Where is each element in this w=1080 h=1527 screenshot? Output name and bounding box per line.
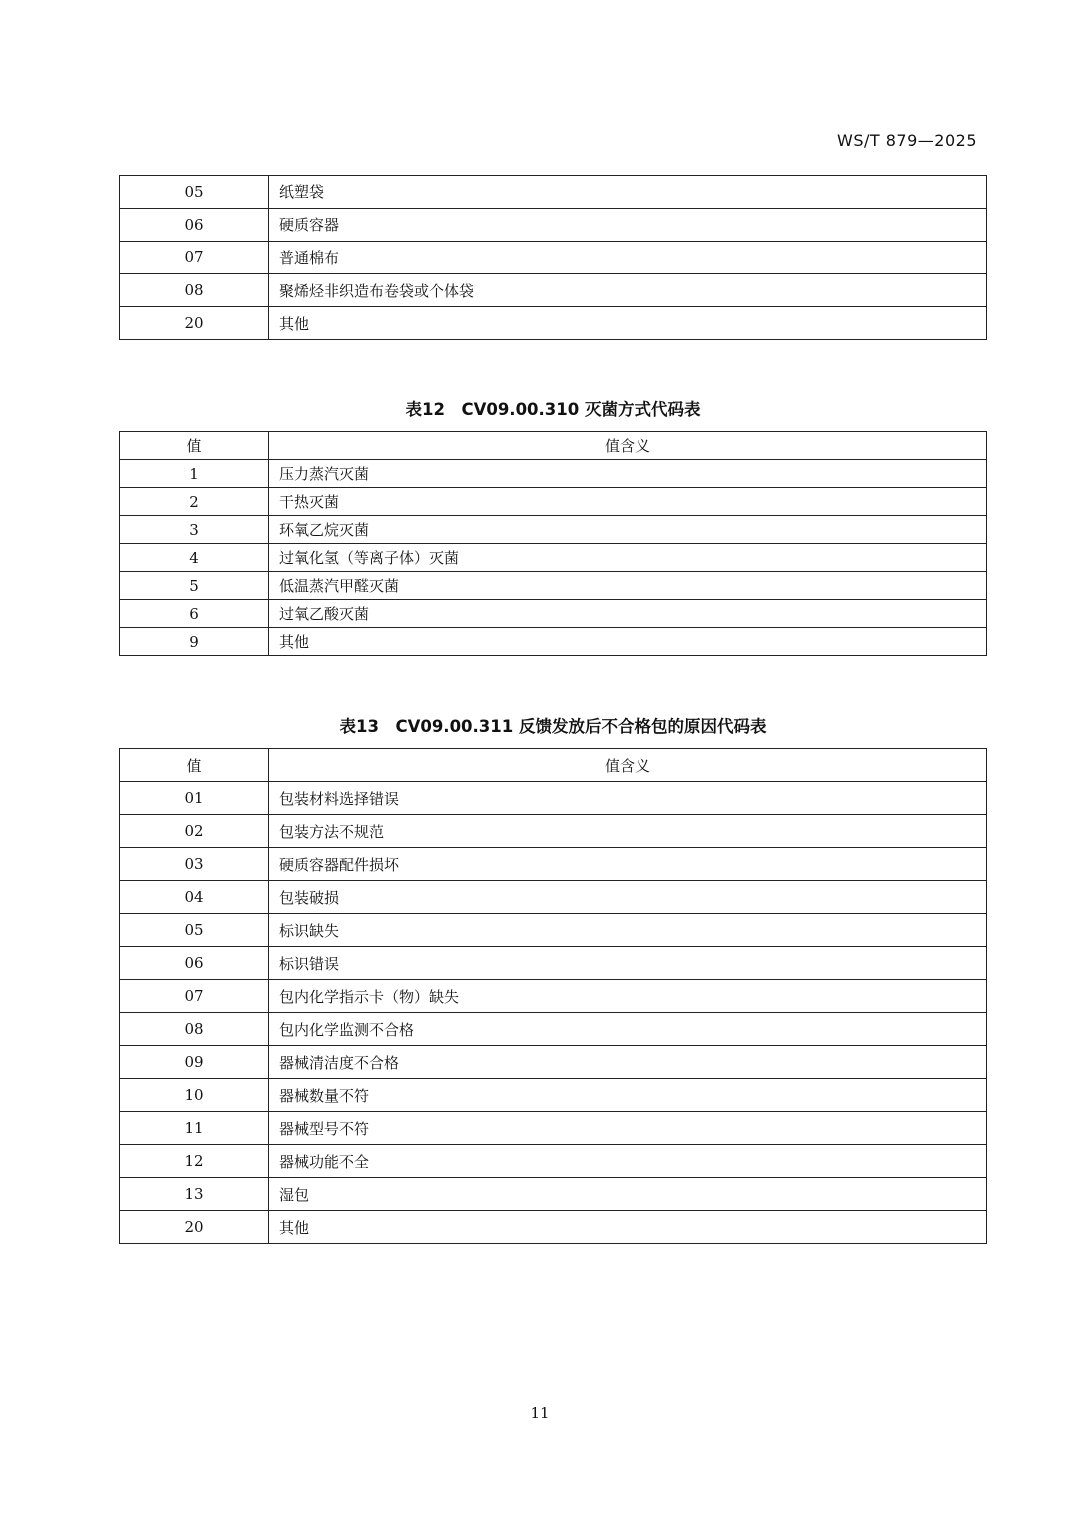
code-value-cell: 05: [120, 914, 269, 947]
table-row: [120, 1178, 987, 1211]
table-row: [120, 274, 987, 307]
code-value-cell: 04: [120, 881, 269, 914]
sterilization-method-code-table: [119, 431, 987, 656]
table-row: [120, 881, 987, 914]
code-value-cell: 01: [120, 782, 269, 815]
table-row: [120, 1112, 987, 1145]
code-value-cell: 10: [120, 1079, 269, 1112]
code-value-cell: 05: [120, 176, 269, 209]
code-meaning-cell: 其他: [269, 628, 987, 656]
code-meaning-cell: 过氧乙酸灭菌: [269, 600, 987, 628]
code-meaning-cell: 包装破损: [269, 881, 987, 914]
table-row: [120, 914, 987, 947]
code-meaning-cell: 环氧乙烷灭菌: [269, 516, 987, 544]
code-meaning-cell: 过氧化氢（等离子体）灭菌: [269, 544, 987, 572]
code-value-cell: 5: [120, 572, 269, 600]
code-meaning-cell: 器械清洁度不合格: [269, 1046, 987, 1079]
code-meaning-cell: 器械数量不符: [269, 1079, 987, 1112]
table-row: [120, 208, 987, 241]
code-meaning-cell: 纸塑袋: [269, 176, 987, 209]
table-row: [120, 848, 987, 881]
table-row: [120, 544, 987, 572]
table12-caption: 表12 CV09.00.310 灭菌方式代码表: [405, 400, 701, 419]
table-row: [120, 488, 987, 516]
code-meaning-cell: 其他: [269, 307, 987, 340]
code-value-cell: 13: [120, 1178, 269, 1211]
table-row: [120, 628, 987, 656]
table-header-row: [120, 432, 987, 460]
table-row: [120, 516, 987, 544]
code-value-cell: 02: [120, 815, 269, 848]
table-row: [120, 1145, 987, 1178]
code-meaning-cell: 包内化学监测不合格: [269, 1013, 987, 1046]
code-meaning-cell: 硬质容器配件损坏: [269, 848, 987, 881]
code-value-cell: 08: [120, 274, 269, 307]
code-meaning-cell: 器械型号不符: [269, 1112, 987, 1145]
code-meaning-cell: 干热灭菌: [269, 488, 987, 516]
meaning-column-header: 值含义: [269, 749, 987, 782]
code-value-cell: 03: [120, 848, 269, 881]
code-meaning-cell: 标识缺失: [269, 914, 987, 947]
code-meaning-cell: 湿包: [269, 1178, 987, 1211]
table-row: [120, 947, 987, 980]
code-meaning-cell: 器械功能不全: [269, 1145, 987, 1178]
code-meaning-cell: 包装材料选择错误: [269, 782, 987, 815]
table-row: [120, 241, 987, 274]
table-row: [120, 782, 987, 815]
continued-code-table: [119, 175, 987, 340]
table-row: [120, 600, 987, 628]
table-row: [120, 1046, 987, 1079]
code-value-cell: 06: [120, 208, 269, 241]
table-row: [120, 980, 987, 1013]
table-header-row: [120, 749, 987, 782]
code-meaning-cell: 包装方法不规范: [269, 815, 987, 848]
page-number: 11: [530, 1404, 550, 1422]
code-value-cell: 6: [120, 600, 269, 628]
table13-caption: 表13 CV09.00.311 反馈发放后不合格包的原因代码表: [339, 717, 767, 736]
code-value-cell: 07: [120, 980, 269, 1013]
table-row: [120, 1211, 987, 1244]
code-value-cell: 20: [120, 307, 269, 340]
code-meaning-cell: 低温蒸汽甲醛灭菌: [269, 572, 987, 600]
table-row: [120, 176, 987, 209]
code-value-cell: 4: [120, 544, 269, 572]
code-value-cell: 1: [120, 460, 269, 488]
code-value-cell: 12: [120, 1145, 269, 1178]
code-meaning-cell: 硬质容器: [269, 208, 987, 241]
table-row: [120, 307, 987, 340]
table-row: [120, 815, 987, 848]
nonconforming-package-reason-code-table: [119, 748, 987, 1244]
code-value-cell: 9: [120, 628, 269, 656]
code-value-cell: 20: [120, 1211, 269, 1244]
code-meaning-cell: 标识错误: [269, 947, 987, 980]
code-meaning-cell: 聚烯烃非织造布卷袋或个体袋: [269, 274, 987, 307]
code-meaning-cell: 普通棉布: [269, 241, 987, 274]
code-meaning-cell: 压力蒸汽灭菌: [269, 460, 987, 488]
code-meaning-cell: 包内化学指示卡（物）缺失: [269, 980, 987, 1013]
code-value-cell: 3: [120, 516, 269, 544]
table-row: [120, 1079, 987, 1112]
value-column-header: 值: [120, 432, 269, 460]
table-row: [120, 572, 987, 600]
code-value-cell: 07: [120, 241, 269, 274]
code-value-cell: 11: [120, 1112, 269, 1145]
code-value-cell: 09: [120, 1046, 269, 1079]
code-value-cell: 2: [120, 488, 269, 516]
table-row: [120, 460, 987, 488]
value-column-header: 值: [120, 749, 269, 782]
meaning-column-header: 值含义: [269, 432, 987, 460]
code-value-cell: 06: [120, 947, 269, 980]
code-meaning-cell: 其他: [269, 1211, 987, 1244]
code-value-cell: 08: [120, 1013, 269, 1046]
standard-code: WS/T 879—2025: [837, 131, 977, 150]
table-row: [120, 1013, 987, 1046]
